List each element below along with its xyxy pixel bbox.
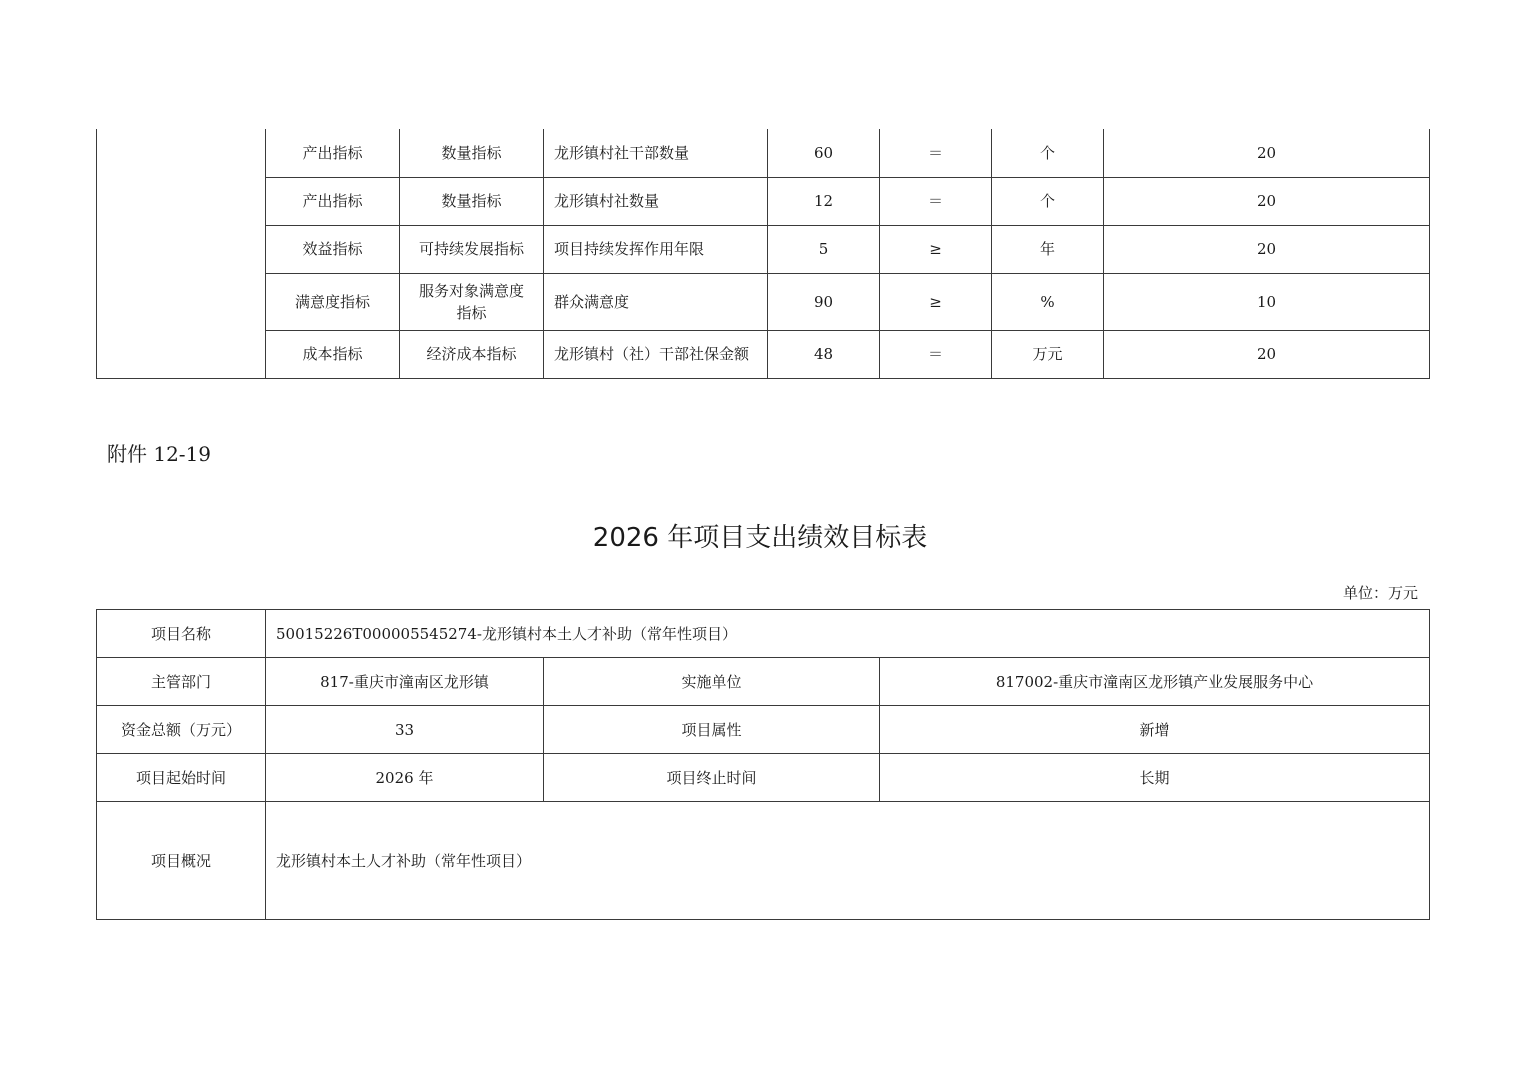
indicator-weight: 20 (1104, 225, 1430, 273)
indicator-unit: 个 (992, 177, 1104, 225)
indicator-unit: 个 (992, 129, 1104, 177)
indicator-value: 5 (768, 225, 880, 273)
implementing-unit-value: 817002-重庆市潼南区龙形镇产业发展服务中心 (880, 658, 1430, 706)
indicator-row (97, 225, 1430, 273)
level3-indicator: 龙形镇村社干部数量 (544, 129, 768, 177)
project-attribute-value: 新增 (880, 706, 1430, 754)
fund-row (97, 706, 1430, 754)
indicator-weight: 20 (1104, 330, 1430, 378)
indicator-operator: ≥ (880, 273, 992, 330)
overview-row (97, 802, 1430, 920)
level1-indicator: 成本指标 (266, 330, 400, 378)
indicator-row (97, 273, 1430, 330)
indicator-operator: ＝ (880, 177, 992, 225)
end-time-value: 长期 (880, 754, 1430, 802)
project-name-row (97, 610, 1430, 658)
level2-indicator: 数量指标 (400, 129, 544, 177)
project-name-label: 项目名称 (97, 610, 266, 658)
level1-indicator: 产出指标 (266, 177, 400, 225)
indicator-operator: ＝ (880, 129, 992, 177)
indicator-group-cell (97, 129, 266, 378)
indicator-row (97, 129, 1430, 177)
fund-total-value: 33 (266, 706, 544, 754)
project-name-value: 50015226T000005545274-龙形镇村本土人才补助（常年性项目） (266, 610, 1430, 658)
indicator-operator: ≥ (880, 225, 992, 273)
level1-indicator: 效益指标 (266, 225, 400, 273)
level2-indicator: 服务对象满意度指标 (400, 273, 544, 330)
implementing-unit-label: 实施单位 (544, 658, 880, 706)
level3-indicator: 项目持续发挥作用年限 (544, 225, 768, 273)
indicator-unit: 年 (992, 225, 1104, 273)
department-label: 主管部门 (97, 658, 266, 706)
indicator-weight: 10 (1104, 273, 1430, 330)
level2-indicator: 数量指标 (400, 177, 544, 225)
level3-indicator: 龙形镇村（社）干部社保金额 (544, 330, 768, 378)
level3-indicator: 群众满意度 (544, 273, 768, 330)
level1-indicator: 满意度指标 (266, 273, 400, 330)
unit-label: 单位：万元 (1342, 584, 1418, 602)
performance-indicator-table (96, 129, 1430, 379)
page-title: 2026 年项目支出绩效目标表 (592, 523, 928, 553)
project-attribute-label: 项目属性 (544, 706, 880, 754)
level3-indicator: 龙形镇村社数量 (544, 177, 768, 225)
indicator-weight: 20 (1104, 129, 1430, 177)
project-info-table (96, 609, 1430, 920)
level2-indicator: 可持续发展指标 (400, 225, 544, 273)
period-row (97, 754, 1430, 802)
indicator-value: 90 (768, 273, 880, 330)
indicator-value: 60 (768, 129, 880, 177)
level2-indicator: 经济成本指标 (400, 330, 544, 378)
indicator-value: 12 (768, 177, 880, 225)
department-row (97, 658, 1430, 706)
indicator-value: 48 (768, 330, 880, 378)
department-value: 817-重庆市潼南区龙形镇 (266, 658, 544, 706)
indicator-operator: ＝ (880, 330, 992, 378)
fund-total-label: 资金总额（万元） (97, 706, 266, 754)
indicator-row (97, 177, 1430, 225)
overview-value: 龙形镇村本土人才补助（常年性项目） (266, 802, 1430, 920)
overview-label: 项目概况 (97, 802, 266, 920)
attachment-label: 附件 12-19 (107, 442, 212, 466)
level1-indicator: 产出指标 (266, 129, 400, 177)
indicator-row (97, 330, 1430, 378)
start-time-value: 2026 年 (266, 754, 544, 802)
end-time-label: 项目终止时间 (544, 754, 880, 802)
indicator-weight: 20 (1104, 177, 1430, 225)
start-time-label: 项目起始时间 (97, 754, 266, 802)
indicator-unit: % (992, 273, 1104, 330)
indicator-unit: 万元 (992, 330, 1104, 378)
